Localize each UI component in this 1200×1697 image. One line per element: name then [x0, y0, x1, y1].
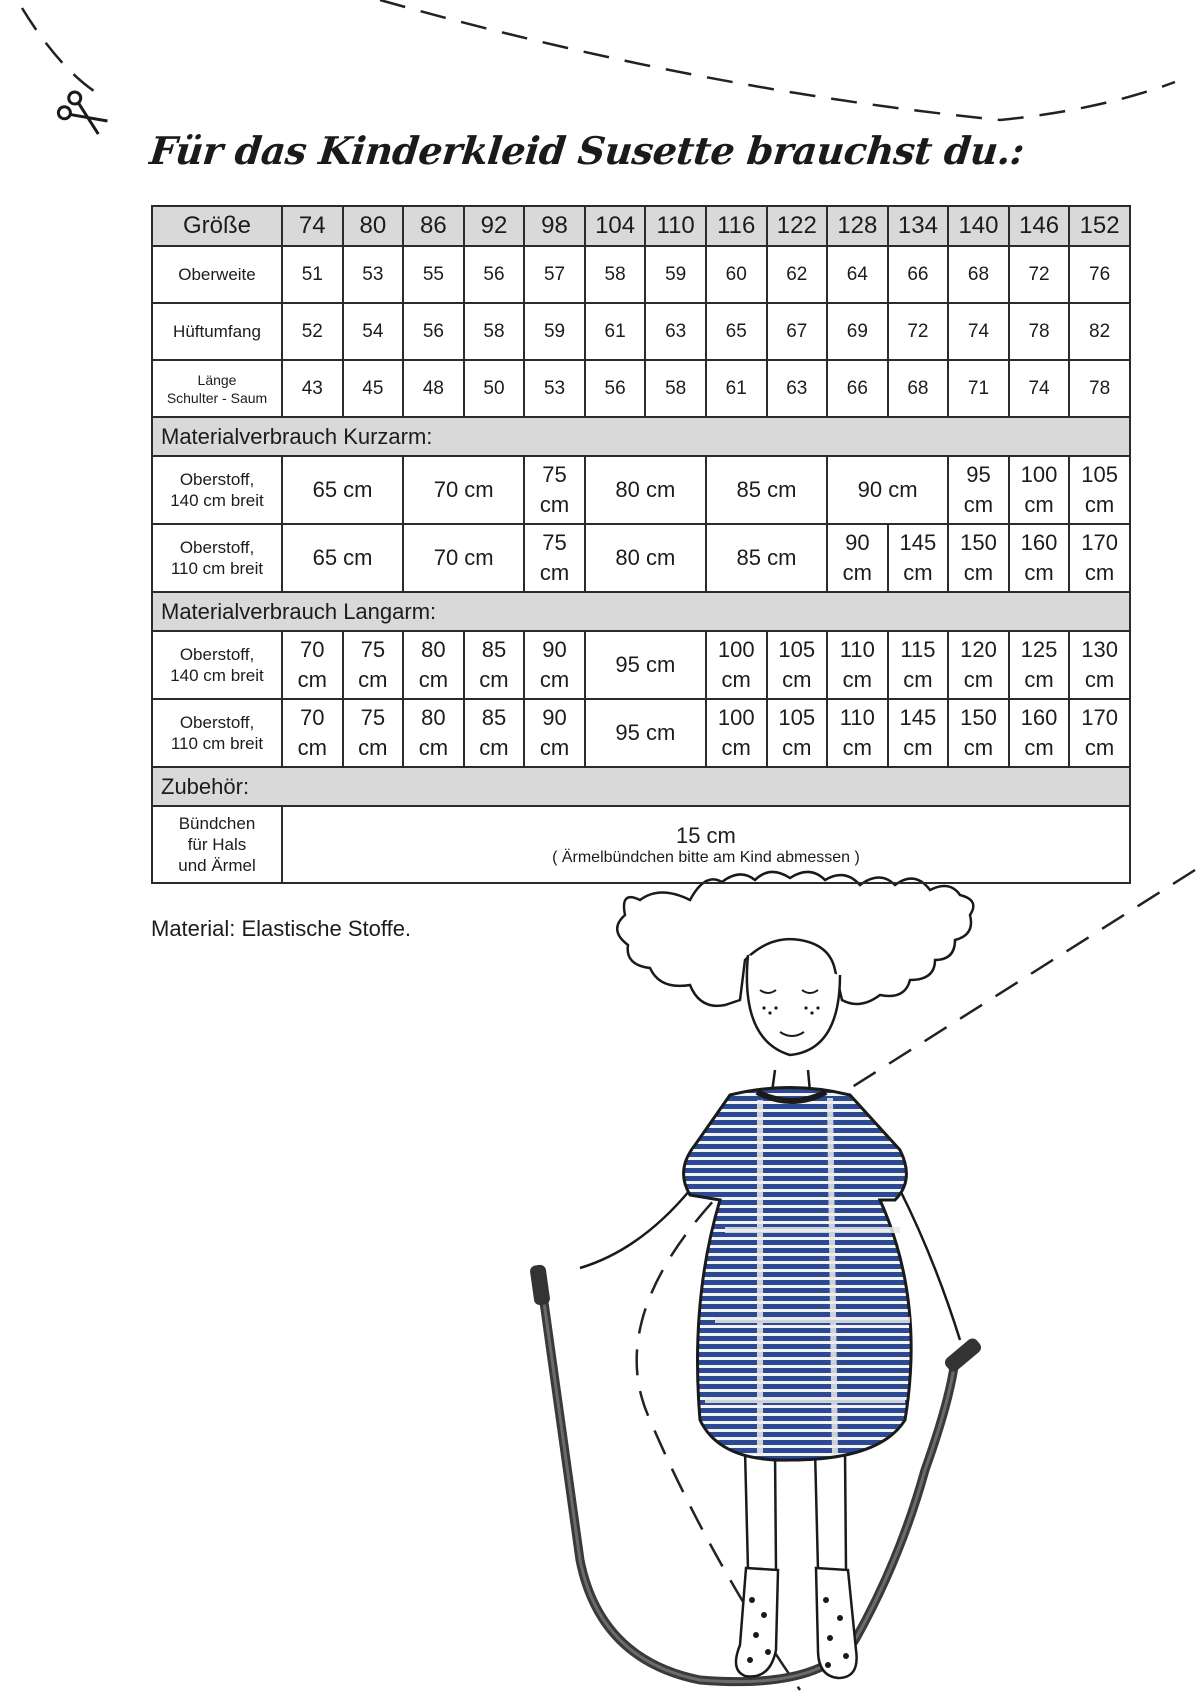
size-header-cell: 134 [888, 206, 949, 246]
cut-line-top [22, 0, 1175, 120]
measure-cell: 52 [282, 303, 343, 360]
usage-cell: 80 cm [403, 631, 464, 699]
usage-cell: 150 cm [948, 699, 1009, 767]
label-line: Oberstoff, [179, 470, 255, 489]
size-header-cell: 122 [767, 206, 828, 246]
row-label [152, 360, 282, 417]
measure-cell: 62 [767, 246, 828, 303]
usage-cell: 90 cm [524, 631, 585, 699]
measure-cell: 57 [524, 246, 585, 303]
section-header-row [152, 767, 1130, 806]
table-header-row [152, 206, 1130, 246]
measure-cell: 68 [948, 246, 1009, 303]
section-header-row [152, 417, 1130, 456]
size-header-cell: 104 [585, 206, 646, 246]
usage-cell: 80 cm [585, 524, 706, 592]
measure-cell: 58 [464, 303, 525, 360]
usage-cell: 65 cm [282, 524, 403, 592]
measure-cell: 63 [645, 303, 706, 360]
usage-cell: 105 cm [1069, 456, 1130, 524]
measure-cell: 53 [524, 360, 585, 417]
usage-cell: 170 cm [1069, 524, 1130, 592]
measure-cell: 58 [645, 360, 706, 417]
table-row [152, 699, 1130, 767]
usage-cell: 70 cm [282, 699, 343, 767]
measure-cell: 72 [1009, 246, 1070, 303]
measure-cell: 45 [343, 360, 404, 417]
measure-cell: 61 [585, 303, 646, 360]
measure-cell: 69 [827, 303, 888, 360]
usage-cell: 80 cm [403, 699, 464, 767]
label-line: 140 cm breit [170, 491, 264, 510]
usage-cell: 85 cm [706, 456, 827, 524]
usage-cell: 65 cm [282, 456, 403, 524]
measure-cell: 43 [282, 360, 343, 417]
measure-cell: 71 [948, 360, 1009, 417]
measure-cell: 56 [464, 246, 525, 303]
table-row [152, 806, 1130, 883]
usage-cell: 90 cm [827, 456, 948, 524]
usage-cell: 125 cm [1009, 631, 1070, 699]
usage-cell: 100 cm [706, 631, 767, 699]
label-line: 140 cm breit [170, 666, 264, 685]
usage-cell: 95 cm [585, 631, 706, 699]
measure-cell: 78 [1009, 303, 1070, 360]
size-header-cell: 140 [948, 206, 1009, 246]
usage-cell: 85 cm [464, 699, 525, 767]
size-header-cell: 110 [645, 206, 706, 246]
size-header-cell: 92 [464, 206, 525, 246]
usage-cell: 70 cm [403, 524, 524, 592]
usage-cell: 85 cm [706, 524, 827, 592]
accessory-value-cell [282, 806, 1130, 883]
measure-cell: 53 [343, 246, 404, 303]
measure-cell: 56 [403, 303, 464, 360]
usage-cell: 70 cm [403, 456, 524, 524]
usage-cell: 100 cm [706, 699, 767, 767]
girl-illustration [529, 872, 983, 1682]
measure-cell: 66 [827, 360, 888, 417]
measure-cell: 61 [706, 360, 767, 417]
measure-cell: 74 [1009, 360, 1070, 417]
accessory-note: ( Ärmelbündchen bitte am Kind abmessen ) [552, 848, 860, 866]
table-row [152, 456, 1130, 524]
section-heading: Zubehör: [152, 767, 1130, 806]
usage-cell: 110 cm [827, 699, 888, 767]
row-label [152, 456, 282, 524]
usage-cell: 100 cm [1009, 456, 1070, 524]
label-line: Schulter - Saum [166, 389, 268, 406]
usage-cell: 110 cm [827, 631, 888, 699]
usage-cell: 75 cm [343, 631, 404, 699]
usage-cell: 160 cm [1009, 699, 1070, 767]
usage-cell: 90 cm [827, 524, 888, 592]
label-line: Oberstoff, [179, 645, 255, 664]
table-row [152, 360, 1130, 417]
label-line: Länge [197, 371, 237, 388]
table-row [152, 524, 1130, 592]
measure-cell: 59 [645, 246, 706, 303]
section-header-row [152, 592, 1130, 631]
sock-left [736, 1568, 778, 1676]
measure-cell: 64 [827, 246, 888, 303]
row-label [152, 806, 282, 883]
row-label [152, 524, 282, 592]
usage-cell: 95 cm [585, 699, 706, 767]
table-row [152, 303, 1130, 360]
size-chart-table [151, 205, 1131, 884]
dress-icon [684, 1088, 912, 1461]
usage-cell: 115 cm [888, 631, 949, 699]
usage-cell: 160 cm [1009, 524, 1070, 592]
measure-cell: 51 [282, 246, 343, 303]
usage-cell: 95 cm [948, 456, 1009, 524]
measure-cell: 56 [585, 360, 646, 417]
measure-cell: 82 [1069, 303, 1130, 360]
label-line: 110 cm breit [170, 559, 264, 578]
usage-cell: 85 cm [464, 631, 525, 699]
measure-cell: 54 [343, 303, 404, 360]
row-label [152, 699, 282, 767]
usage-cell: 75 cm [343, 699, 404, 767]
usage-cell: 120 cm [948, 631, 1009, 699]
row-label [152, 631, 282, 699]
usage-cell: 105 cm [767, 631, 828, 699]
accessory-value: 15 cm [675, 822, 736, 848]
measure-cell: 66 [888, 246, 949, 303]
measure-cell: 48 [403, 360, 464, 417]
table-row [152, 631, 1130, 699]
measure-cell: 58 [585, 246, 646, 303]
usage-cell: 90 cm [524, 699, 585, 767]
size-header-cell: 152 [1069, 206, 1130, 246]
label-line: 110 cm breit [170, 734, 264, 753]
measure-cell: 74 [948, 303, 1009, 360]
measure-cell: 65 [706, 303, 767, 360]
usage-cell: 130 cm [1069, 631, 1130, 699]
size-header-cell: 146 [1009, 206, 1070, 246]
size-header-cell: 116 [706, 206, 767, 246]
measure-cell: 78 [1069, 360, 1130, 417]
scissors-icon [56, 90, 111, 141]
size-header-cell: 128 [827, 206, 888, 246]
usage-cell: 105 cm [767, 699, 828, 767]
size-header-cell: 74 [282, 206, 343, 246]
usage-cell: 70 cm [282, 631, 343, 699]
table-row [152, 246, 1130, 303]
size-header-label: Größe [152, 206, 282, 246]
size-header-cell: 98 [524, 206, 585, 246]
page-title: Für das Kinderkleid Susette brauchst du.: [147, 128, 1027, 173]
sock-right [816, 1568, 857, 1678]
label-line: Bündchen [178, 814, 256, 833]
usage-cell: 145 cm [888, 699, 949, 767]
label-line: Oberstoff, [179, 538, 255, 557]
usage-cell: 145 cm [888, 524, 949, 592]
size-header-cell: 86 [403, 206, 464, 246]
measure-cell: 76 [1069, 246, 1130, 303]
row-label: Oberweite [152, 246, 282, 303]
usage-cell: 75 cm [524, 456, 585, 524]
usage-cell: 170 cm [1069, 699, 1130, 767]
label-line: für Hals [187, 835, 247, 854]
measure-cell: 72 [888, 303, 949, 360]
measure-cell: 59 [524, 303, 585, 360]
size-header-cell: 80 [343, 206, 404, 246]
usage-cell: 80 cm [585, 456, 706, 524]
measure-cell: 55 [403, 246, 464, 303]
label-line: und Ärmel [178, 856, 256, 875]
measure-cell: 68 [888, 360, 949, 417]
measure-cell: 63 [767, 360, 828, 417]
section-heading: Materialverbrauch Kurzarm: [152, 417, 1130, 456]
measure-cell: 50 [464, 360, 525, 417]
measure-cell: 67 [767, 303, 828, 360]
label-line: Oberstoff, [179, 713, 255, 732]
row-label: Hüftumfang [152, 303, 282, 360]
usage-cell: 150 cm [948, 524, 1009, 592]
usage-cell: 75 cm [524, 524, 585, 592]
material-note: Material: Elastische Stoffe. [151, 916, 412, 941]
measure-cell: 60 [706, 246, 767, 303]
section-heading: Materialverbrauch Langarm: [152, 592, 1130, 631]
